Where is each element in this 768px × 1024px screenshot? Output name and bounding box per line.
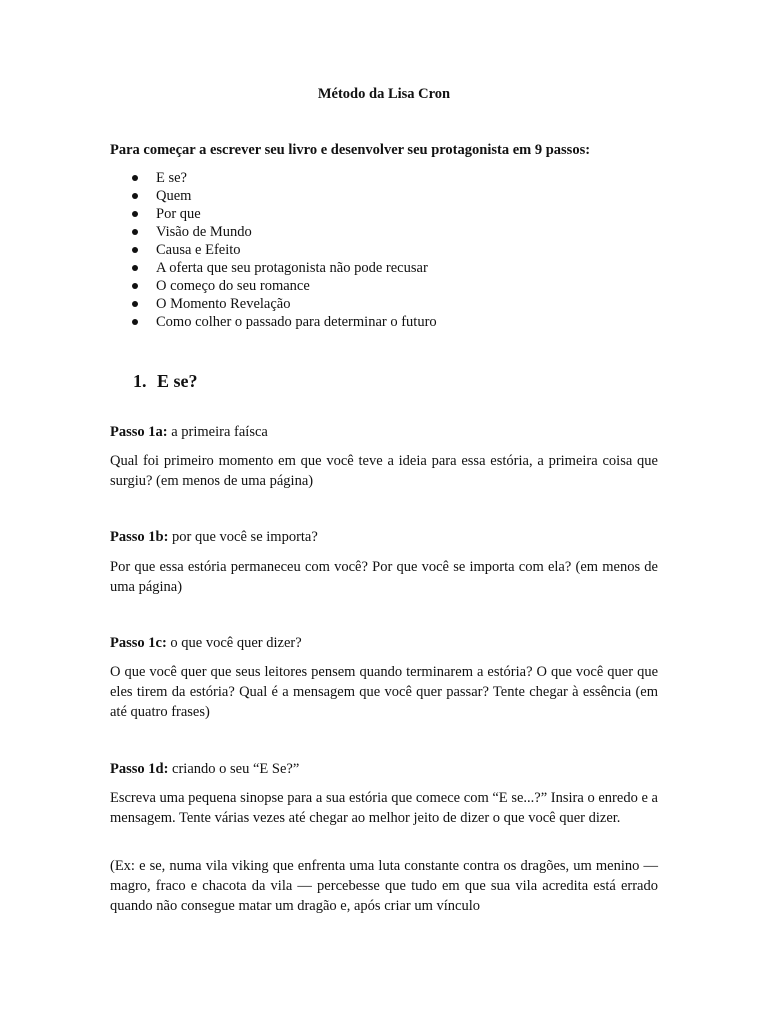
step-1d-example: (Ex: e se, numa vila viking que enfrenta uma luta constante contra os dragões, um menino — magro, fraco e chacota da vila — percebesse que tudo em que sua vila acredita está errado quando não consegue matar um dragão e, após criar um vínculo [110, 858, 658, 914]
step-1b-heading [110, 529, 658, 546]
list-item: Quem [110, 187, 670, 205]
intro-text: Para começar a escrever seu livro e desenvolver seu protagonista em 9 passos: [110, 142, 591, 158]
step-label: Passo 1d: [110, 761, 169, 777]
step-subtitle: o que você quer dizer? [166, 635, 302, 651]
document-title: Método da Lisa Cron [317, 86, 451, 102]
list-item: E se? [110, 169, 670, 187]
step-label: Passo 1c: [110, 635, 167, 651]
step-1a-heading [110, 424, 658, 441]
step-label: Passo 1a: [110, 424, 168, 440]
steps-list [110, 169, 670, 331]
step-label: Passo 1b: [110, 529, 169, 545]
list-item: Visão de Mundo [110, 223, 670, 241]
list-item: O Momento Revelação [110, 295, 670, 313]
step-subtitle: a primeira faísca [167, 424, 268, 440]
list-item: A oferta que seu protagonista não pode recusar [110, 259, 670, 277]
step-1c-text: O que você quer que seus leitores pensem quando terminarem a estória? O que você quer que eles tirem da estória? Qual é a mensagem que você quer passar? Tente chegar à essência (em até quatro frases) [110, 664, 658, 720]
list-item: Por que [110, 205, 670, 223]
step-subtitle: por que você se importa? [168, 529, 318, 545]
list-item: Como colher o passado para determinar o futuro [110, 313, 670, 331]
step-1a-text: Qual foi primeiro momento em que você teve a ideia para essa estória, a primeira coisa que surgiu? (em menos de uma página) [110, 453, 658, 489]
step-subtitle: criando o seu “E Se?” [168, 761, 300, 777]
step-1b-text: Por que essa estória permaneceu com você? Por que você se importa com ela? (em menos de uma página) [110, 559, 658, 595]
step-1d-heading [110, 761, 658, 778]
section-title: E se? [157, 371, 198, 391]
list-item: O começo do seu romance [110, 277, 670, 295]
list-item: Causa e Efeito [110, 241, 670, 259]
section-heading [133, 371, 198, 392]
step-1c-heading [110, 635, 658, 652]
section-number: 1. [133, 371, 147, 391]
step-1d-text: Escreva uma pequena sinopse para a sua estória que comece com “E se...?” Insira o enredo e a mensagem. Tente várias vezes até chegar ao melhor jeito de dizer o que você quer dizer. [110, 790, 658, 826]
